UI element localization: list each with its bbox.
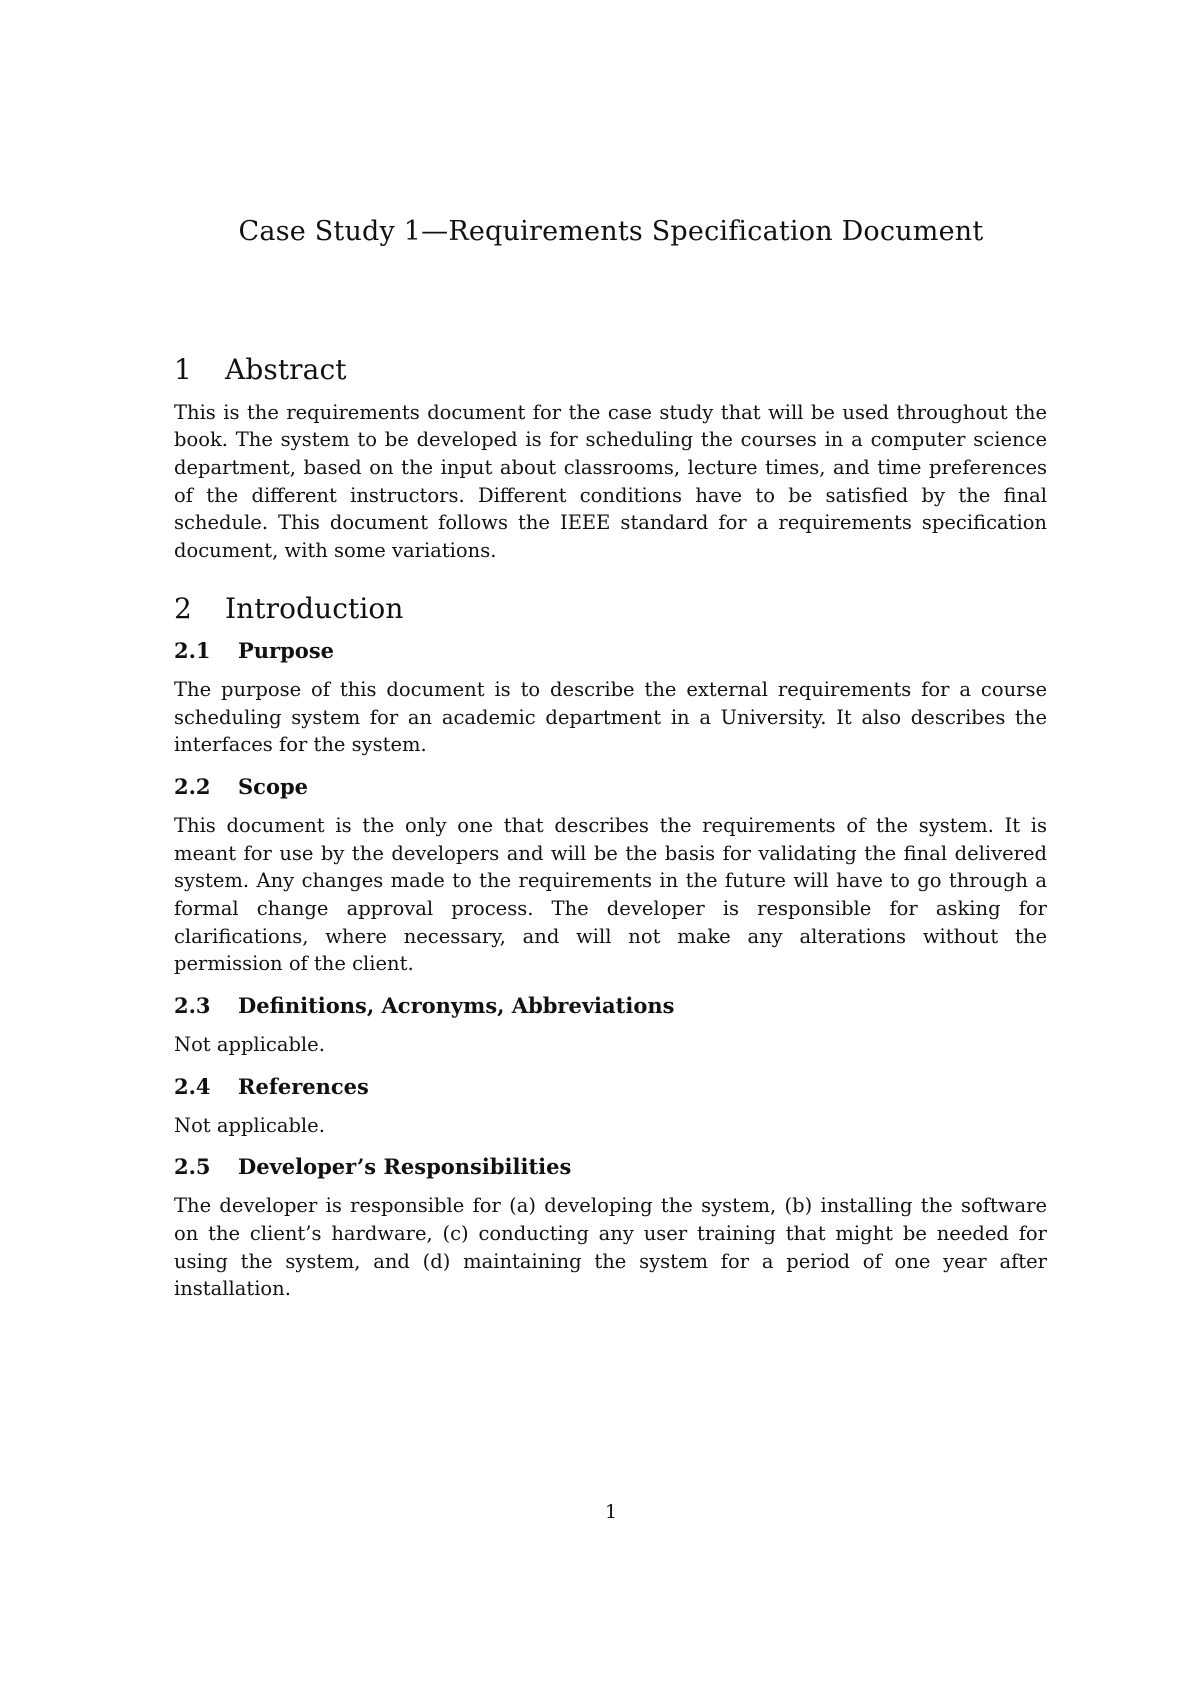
- page-number: 1: [604, 1501, 618, 1523]
- subsection-number: 2.1: [174, 638, 211, 664]
- subsection-heading-scope: [174, 775, 1047, 799]
- section-title: Introduction: [225, 592, 404, 626]
- subsection-number: 2.2: [174, 774, 211, 800]
- subsection-heading-responsibilities: [174, 1155, 1047, 1179]
- section-number: 2: [174, 592, 192, 626]
- subsection-heading-purpose: [174, 639, 1047, 663]
- definitions-paragraph: Not applicable.: [174, 1032, 325, 1056]
- subsection-title: Developer’s Responsibilities: [238, 1154, 572, 1180]
- section-number: 1: [174, 353, 192, 386]
- section-heading-abstract: [174, 355, 1047, 386]
- subsection-title: Purpose: [238, 638, 334, 664]
- subsection-number: 2.4: [174, 1073, 211, 1099]
- document-title: Case Study 1—Requirements Specification Document: [238, 216, 984, 247]
- subsection-title: References: [238, 1073, 369, 1099]
- abstract-paragraph: This is the requirements document for the case study that will be used throughout the book. The system to be developed is for scheduling the courses in a computer science department, based on the input about classrooms, lecture times, and time preferences of the different instructors. Different conditions have to be satisfied by the final schedule. This document follows the IEEE standard for a requirements specification document, with some variations.: [174, 400, 1047, 562]
- section-title: Abstract: [225, 353, 347, 386]
- references-paragraph: Not applicable.: [174, 1113, 325, 1137]
- purpose-paragraph: The purpose of this document is to describe the external requirements for a course scheduling system for an academic department in a University. It also describes the interfaces for the system.: [174, 678, 1047, 757]
- document-body: [174, 355, 1047, 1303]
- scope-paragraph: This document is the only one that describes the requirements of the system. It is meant for use by the developers and will be the basis for validating the final delivered system. Any changes made to the requirements in the future will have to go through a formal change approval process. The developer is responsible for asking for clarifications, where necessary, and will not make any alterations without the permission of the client.: [174, 814, 1047, 976]
- subsection-heading-definitions: [174, 994, 1047, 1018]
- subsection-number: 2.5: [174, 1154, 211, 1180]
- subsection-title: Definitions, Acronyms, Abbreviations: [238, 992, 675, 1018]
- subsection-title: Scope: [238, 774, 309, 800]
- subsection-number: 2.3: [174, 992, 211, 1018]
- section-heading-introduction: [174, 594, 1047, 625]
- subsection-heading-references: [174, 1075, 1047, 1099]
- responsibilities-paragraph: The developer is responsible for (a) developing the system, (b) installing the software on the client’s hardware, (c) conducting any user training that might be needed for using the system, and (d) maintaining the system for a period of one year after installation.: [174, 1194, 1047, 1301]
